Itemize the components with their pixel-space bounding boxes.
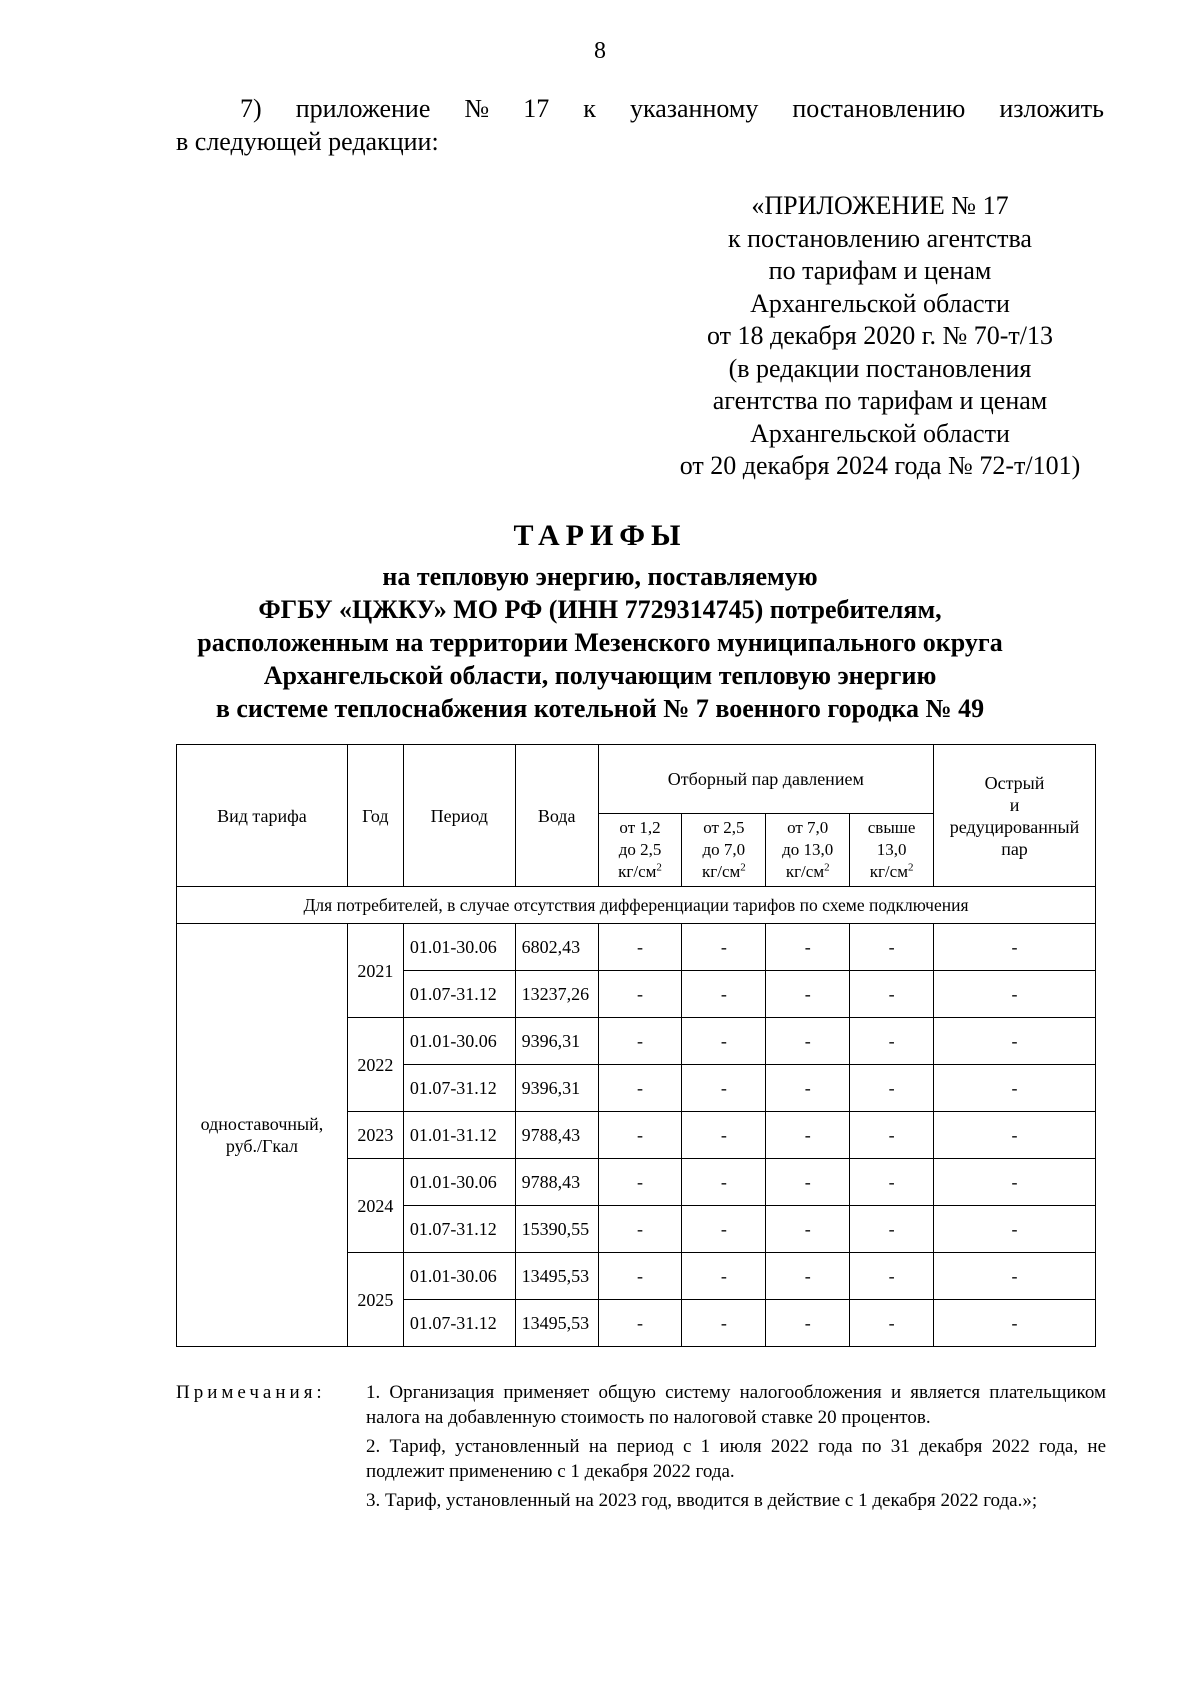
steam-cell: -	[682, 1112, 766, 1159]
header-steam-group: Отборный пар давлением	[598, 745, 933, 814]
sharp-steam-cell: -	[934, 1206, 1096, 1253]
steam-cell: -	[766, 1018, 850, 1065]
appendix-line: от 18 декабря 2020 г. № 70-т/13	[706, 321, 1054, 350]
appendix-line: от 20 декабря 2024 года № 72-т/101)	[679, 451, 1081, 480]
steam-cell: -	[850, 971, 934, 1018]
appendix-line: Архангельской области	[750, 288, 1010, 318]
title-line: Архангельской области, получающим тепловую энергию	[263, 661, 937, 690]
appendix-line: агентства по тарифам и ценам	[712, 386, 1048, 415]
title-line: ФГБУ «ЦЖКУ» МО РФ (ИНН 7729314745) потребителям,	[258, 595, 942, 624]
appendix-block	[600, 190, 1160, 483]
tariff-type-line: одноставочный,	[200, 1114, 324, 1134]
header-steam-4	[850, 814, 934, 887]
steam-cell: -	[850, 924, 934, 971]
title-line: расположенным на территории Мезенского муниципального округа	[197, 628, 1003, 657]
steam-cell: -	[766, 1253, 850, 1300]
intro-word: постановлению	[792, 94, 966, 123]
header-water: Вода	[515, 745, 598, 887]
intro-line-1	[176, 92, 1104, 125]
steam-cell: -	[682, 924, 766, 971]
header-line: кг/см	[701, 862, 741, 881]
header-line: до 13,0	[782, 840, 834, 859]
header-period: Период	[403, 745, 515, 887]
intro-word: 17	[523, 94, 550, 123]
period-cell: 01.07-31.12	[403, 971, 515, 1018]
appendix-line: «ПРИЛОЖЕНИЕ № 17	[751, 191, 1009, 220]
sharp-steam-cell: -	[934, 1112, 1096, 1159]
header-line: до 7,0	[702, 840, 746, 859]
page-number: 8	[594, 38, 606, 64]
unit-superscript: 2	[824, 861, 830, 874]
intro-word: №	[464, 94, 490, 123]
water-cell: 13495,53	[515, 1300, 598, 1347]
intro-word: к	[583, 94, 596, 123]
period-cell: 01.07-31.12	[403, 1206, 515, 1253]
unit-superscript: 2	[907, 861, 914, 874]
steam-cell: -	[766, 924, 850, 971]
header-line: пар	[1001, 838, 1028, 859]
header-line: 13,0	[876, 840, 907, 859]
note-item: 3. Тариф, установленный на 2023 год, вводится в действие с 1 декабря 2022 года.»;	[366, 1490, 1038, 1511]
period-cell: 01.01-30.06	[403, 1018, 515, 1065]
header-steam-2	[682, 814, 766, 887]
note-item: 2. Тариф, установленный на период с 1 июля 2022 года по 31 декабря 2022 года, не подлежит применению с 1 декабря 2022 года.	[366, 1436, 1106, 1482]
header-line: редуцированный	[949, 816, 1080, 837]
sharp-steam-cell: -	[934, 971, 1096, 1018]
steam-cell: -	[682, 971, 766, 1018]
intro-word: приложение	[295, 94, 431, 123]
steam-cell: -	[598, 971, 682, 1018]
unit-superscript: 2	[656, 861, 662, 874]
intro-item-number: 7)	[240, 94, 262, 123]
steam-cell: -	[682, 1206, 766, 1253]
steam-cell: -	[682, 1300, 766, 1347]
water-cell: 9396,31	[515, 1018, 598, 1065]
sharp-steam-cell: -	[934, 1253, 1096, 1300]
steam-cell: -	[766, 1112, 850, 1159]
intro-line-2: в следующей редакции:	[176, 127, 439, 156]
period-cell: 01.01-30.06	[403, 924, 515, 971]
intro-paragraph	[176, 92, 1104, 158]
steam-cell: -	[598, 1112, 682, 1159]
header-line: Острый	[984, 772, 1045, 793]
steam-cell: -	[850, 1206, 934, 1253]
steam-cell: -	[598, 1018, 682, 1065]
steam-cell: -	[682, 1018, 766, 1065]
steam-cell: -	[766, 1300, 850, 1347]
water-cell: 9396,31	[515, 1065, 598, 1112]
tariff-type-line: руб./Гкал	[225, 1136, 299, 1156]
steam-cell: -	[682, 1065, 766, 1112]
year-cell: 2021	[347, 924, 403, 1018]
steam-cell: -	[766, 971, 850, 1018]
steam-cell: -	[766, 1159, 850, 1206]
notes-section	[176, 1380, 1106, 1517]
header-row-top	[177, 745, 1096, 814]
header-line: кг/см	[618, 862, 657, 881]
steam-cell: -	[598, 1253, 682, 1300]
steam-cell: -	[766, 1065, 850, 1112]
appendix-line: к постановлению агентства	[728, 223, 1032, 253]
period-cell: 01.01-30.06	[403, 1159, 515, 1206]
unit-superscript: 2	[740, 861, 746, 874]
steam-cell: -	[850, 1018, 934, 1065]
title-line: в системе теплоснабжения котельной № 7 военного городка № 49	[215, 694, 985, 723]
steam-cell: -	[850, 1112, 934, 1159]
header-tariff-type: Вид тарифа	[177, 745, 348, 887]
notes-label: Примечания:	[176, 1382, 326, 1403]
tariff-type-cell	[177, 924, 348, 1347]
table-row	[177, 924, 1096, 971]
steam-cell: -	[598, 1206, 682, 1253]
header-steam-1	[598, 814, 682, 887]
header-line: кг/см	[869, 862, 908, 881]
header-line: свыше	[867, 818, 916, 837]
steam-cell: -	[850, 1300, 934, 1347]
period-cell: 01.01-30.06	[403, 1253, 515, 1300]
tariff-heading: ТАРИФЫ	[513, 519, 687, 552]
year-cell: 2022	[347, 1018, 403, 1112]
appendix-line: (в редакции постановления	[728, 353, 1032, 383]
header-line: от 2,5	[703, 818, 745, 837]
intro-word: указанному	[629, 94, 759, 123]
water-cell: 9788,43	[515, 1112, 598, 1159]
steam-cell: -	[598, 1300, 682, 1347]
header-steam-3	[766, 814, 850, 887]
steam-cell: -	[682, 1159, 766, 1206]
year-cell: 2025	[347, 1253, 403, 1347]
steam-cell: -	[850, 1065, 934, 1112]
appendix-line: Архангельской области	[750, 418, 1010, 448]
water-cell: 15390,55	[515, 1206, 598, 1253]
header-line: и	[1009, 794, 1020, 815]
water-cell: 9788,43	[515, 1159, 598, 1206]
note-item: 1. Организация применяет общую систему налогообложения и является плательщиком налога на добавленную стоимость по налоговой ставке 20 процентов.	[366, 1382, 1106, 1428]
sharp-steam-cell: -	[934, 1018, 1096, 1065]
steam-cell: -	[598, 924, 682, 971]
period-cell: 01.07-31.12	[403, 1065, 515, 1112]
steam-cell: -	[598, 1065, 682, 1112]
year-cell: 2023	[347, 1112, 403, 1159]
notes-list	[366, 1380, 1106, 1513]
steam-cell: -	[850, 1253, 934, 1300]
sharp-steam-cell: -	[934, 1065, 1096, 1112]
intro-word: изложить	[999, 94, 1104, 123]
water-cell: 13237,26	[515, 971, 598, 1018]
steam-cell: -	[766, 1206, 850, 1253]
appendix-line: по тарифам и ценам	[768, 256, 992, 285]
header-sharp-steam	[934, 745, 1096, 887]
header-year: Год	[347, 745, 403, 887]
note-row-text: Для потребителей, в случае отсутствия дифференциации тарифов по схеме подключения	[177, 887, 1096, 924]
water-cell: 13495,53	[515, 1253, 598, 1300]
sharp-steam-cell: -	[934, 1159, 1096, 1206]
steam-cell: -	[598, 1159, 682, 1206]
sharp-steam-cell: -	[934, 1300, 1096, 1347]
note-row	[177, 887, 1096, 924]
steam-cell: -	[850, 1159, 934, 1206]
year-cell: 2024	[347, 1159, 403, 1253]
header-line: до 2,5	[618, 840, 662, 859]
period-cell: 01.01-31.12	[403, 1112, 515, 1159]
header-line: от 7,0	[787, 818, 829, 837]
sharp-steam-cell: -	[934, 924, 1096, 971]
tariff-title	[100, 516, 1100, 725]
tariff-table	[176, 744, 1096, 1347]
header-line: от 1,2	[619, 818, 661, 837]
header-line: кг/см	[785, 862, 825, 881]
water-cell: 6802,43	[515, 924, 598, 971]
title-line: на тепловую энергию, поставляемую	[382, 562, 818, 591]
steam-cell: -	[682, 1253, 766, 1300]
period-cell: 01.07-31.12	[403, 1300, 515, 1347]
